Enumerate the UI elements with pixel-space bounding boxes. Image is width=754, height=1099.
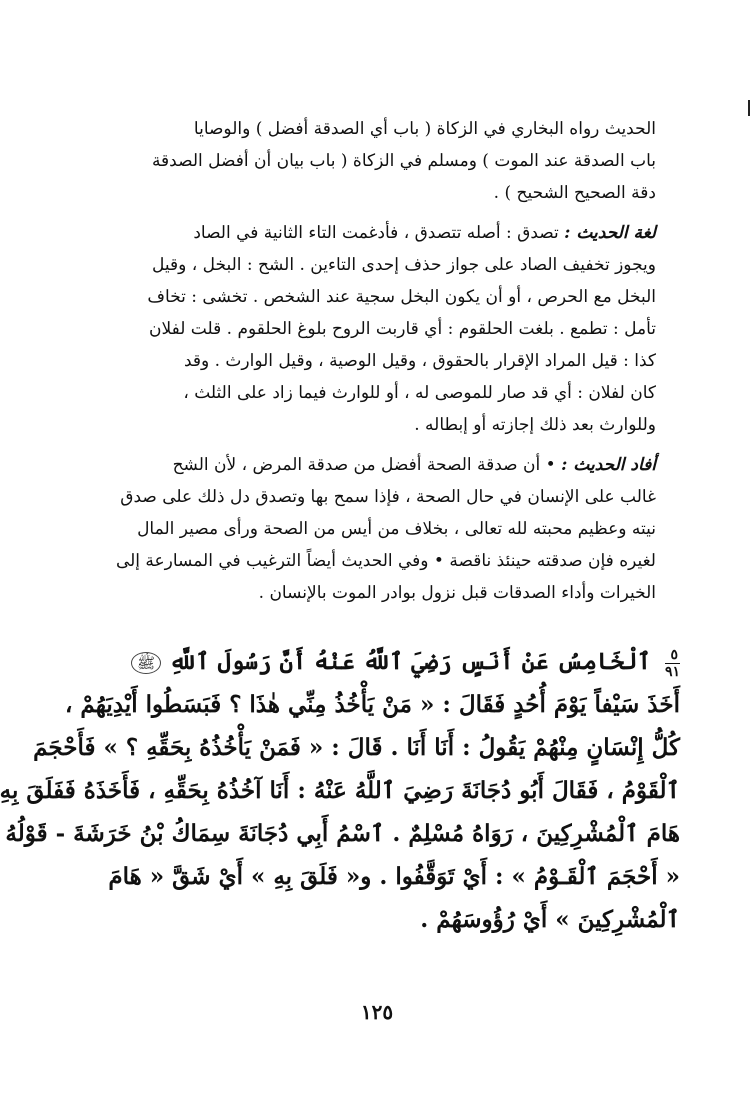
hadith-number-bottom: ٩١ [664,663,680,680]
hadith-line: ٱلْقَوْمُ ، فَقَالَ أَبُو دُجَانَةَ رَضِيَ ٱللَّهُ عَنْهُ : أَنَا آخُذُهُ بِحَقِّهِ ، فَأَخَذَهُ فَفَلَقَ بِهِ [0,777,680,804]
lugha-line: تأمل : تطمع . بلغت الحلقوم : أي قاربت الروح بلوغ الحلقوم . قلت لفلان [148,319,656,339]
ifada-label: أفاد الحديث : [561,455,656,475]
hadith-line: ٱلْخَامِسُ عَنْ أَنَسٍ رَضِيَ ٱللَّهُ عَنْهُ أَنَّ رَسُولَ ٱللَّهِ [169,648,651,675]
hadith-number-top: ٥ [665,648,680,664]
lugha-first-line [96,217,656,249]
margin-mark [748,100,750,116]
ifada-line: الخيرات وأداء الصدقات قبل نزول بوادر الموت بالإنسان . [258,583,656,603]
hadith-section [0,640,680,941]
page-number: ١٢٥ [360,1000,394,1024]
source-line: باب الصدقة عند الموت ) ومسلم في الزكاة ( باب بيان أن أفضل الصدقة [151,151,656,171]
ifada-line: غالب على الإنسان في حال الصحة ، فإذا سمح بها وتصدق دل ذلك على صدق [120,487,656,507]
source-line: دقة الصحيح الشحيح ) . [493,183,656,203]
source-line: الحديث رواه البخاري في الزكاة ( باب أي الصدقة أفضل ) والوصايا [193,119,656,139]
hadith-line: أَخَذَ سَيْفاً يَوْمَ أُحُدٍ فَقَالَ : « مَنْ يَأْخُذُ مِنِّي هٰذَا ؟ فَبَسَطُوا أَيْدِيَهُمْ ، [64,691,680,718]
ifada-line: لغيره فإن صدقته حينئذ ناقصة • وفي الحديث أيضاً الترغيب في المسارعة إلى [115,551,656,571]
lugha-line: ويجوز تخفيف الصاد على جواز حذف إحدى التاءين . الشح : البخل ، وقيل [151,255,656,275]
hadith-number [665,648,680,679]
ifada-line: نيته وعظيم محبته لله تعالى ، بخلاف من أيس من الصحة ورأى مصير المال [137,519,656,539]
hadith-line: ٱلْمُشْرِكِينَ » أَيْ رُؤُوسَهُمْ . [420,906,680,933]
hadith-line: هَامَ ٱلْمُشْرِكِينَ ، رَوَاهُ مُسْلِمٌ . ٱسْمُ أَبِي دُجَانَةَ سِمَاكُ بْنُ خَرَشَةَ - قَوْلُهُ [5,820,680,847]
ifada-first-line [96,449,656,481]
lugha-line: تصدق : أصله تتصدق ، فأدغمت التاء الثانية في الصاد [193,223,559,243]
salawat-ligature: ﷺ [131,652,161,674]
lugha-line: كذا : قيل المراد الإقرار بالحقوق ، وقيل الوصية ، وقيل الوارث . وقد [183,351,656,371]
hadith-line: « أَحْجَمَ ٱلْقَـوْمُ » : أَيْ تَوَقَّفُوا . و« فَلَقَ بِهِ » أَيْ شَقَّ « هَامَ [108,863,680,890]
ifada-line: • أن صدقة الصحة أفضل من صدقة المرض ، لأن الشح [172,455,556,475]
lugha-line: وللوارث بعد ذلك إجازته أو إبطاله . [414,415,656,435]
hadith-line: كُلُّ إِنْسَانٍ مِنْهُمْ يَقُولُ : أَنَا أَنَا . قَالَ : « فَمَنْ يَأْخُذُهُ بِحَقِّهِ ؟ » فَأَحْجَمَ [33,734,680,761]
commentary-section [96,113,656,609]
lugha-line: كان لفلان : أي قد صار للموصى له ، أو للوارث فيما زاد على الثلث ، [183,383,656,403]
lugha-label: لغة الحديث : [564,223,656,243]
lugha-line: البخل مع الحرص ، أو أن يكون البخل سجية عند الشخص . تخشى : تخاف [147,287,656,307]
hadith-first-line [80,640,680,683]
